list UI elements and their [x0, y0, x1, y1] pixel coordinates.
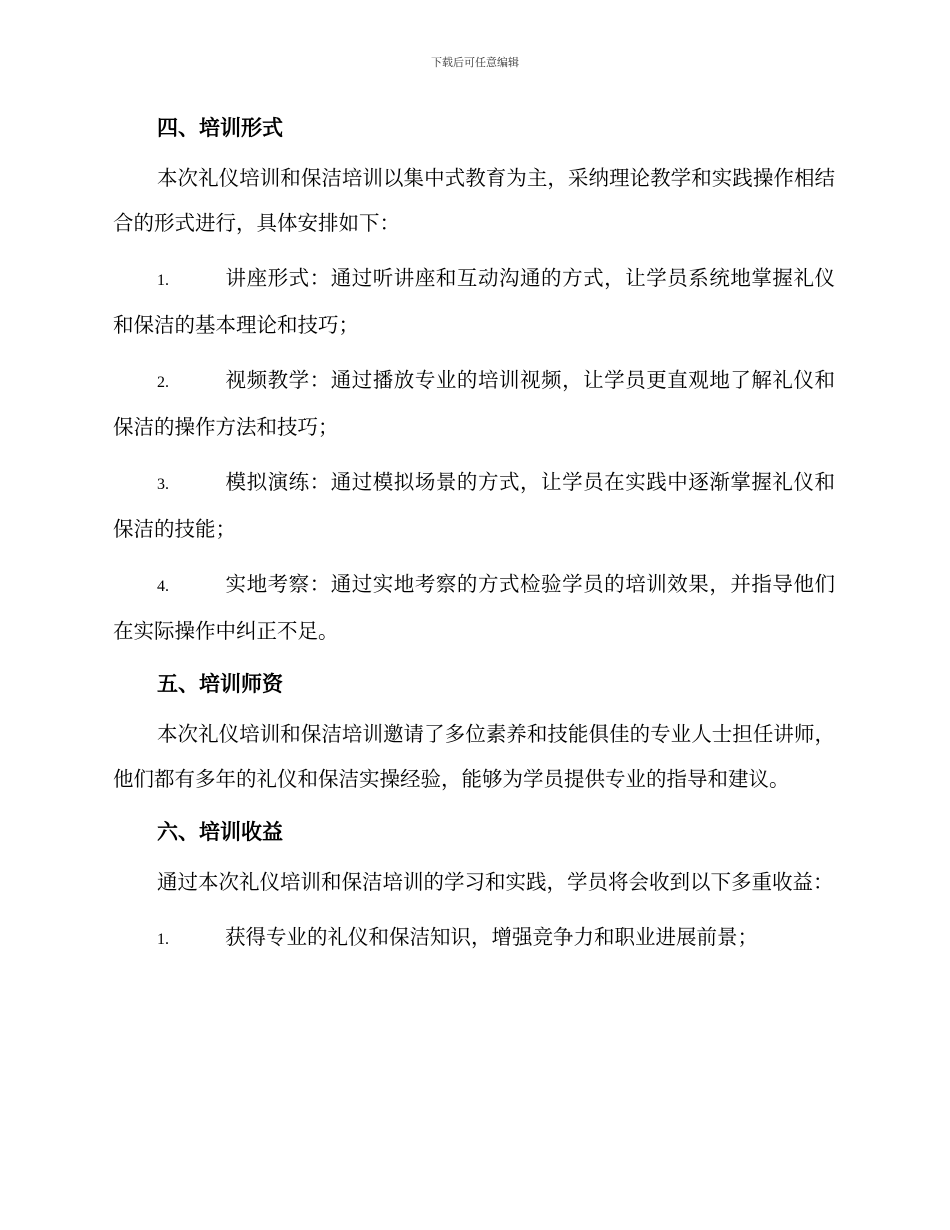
- section-intro-paragraph: 通过本次礼仪培训和保洁培训的学习和实践，学员将会收到以下多重收益：: [157, 870, 834, 894]
- list-item-number: 2.: [157, 374, 169, 391]
- list-item-number: 3.: [157, 476, 169, 493]
- section-heading-training-format: 四、培训形式: [157, 116, 283, 140]
- section-heading-trainers: 五、培训师资: [157, 672, 283, 696]
- list-item: [113, 460, 835, 552]
- list-item: [113, 256, 835, 348]
- list-item-number: 1.: [157, 931, 169, 948]
- list-item-text: 实地考察：通过实地考察的方式检验学员的培训效果，并指导他们在实际操作中纠正不足。: [113, 572, 835, 643]
- section-intro-paragraph: 本次礼仪培训和保洁培训以集中式教育为主，采纳理论教学和实践操作相结合的形式进行，具体安排如下：: [113, 166, 835, 235]
- document-body: [113, 108, 835, 962]
- page-header: 下载后可任意编辑: [431, 56, 519, 69]
- list-item-number: 1.: [157, 272, 169, 289]
- section-body-paragraph: 本次礼仪培训和保洁培训邀请了多位素养和技能俱佳的专业人士担任讲师，他们都有多年的礼仪和保洁实操经验，能够为学员提供专业的指导和建议。: [113, 722, 835, 791]
- list-item-text: 获得专业的礼仪和保洁知识，增强竞争力和职业进展前景；: [225, 925, 758, 949]
- list-item: [113, 562, 835, 654]
- list-item-text: 讲座形式：通过听讲座和互动沟通的方式，让学员系统地掌握礼仪和保洁的基本理论和技巧；: [113, 266, 835, 337]
- list-item-text: 模拟演练：通过模拟场景的方式，让学员在实践中逐渐掌握礼仪和保洁的技能；: [113, 470, 835, 541]
- list-item-text: 视频教学：通过播放专业的培训视频，让学员更直观地了解礼仪和保洁的操作方法和技巧；: [113, 368, 835, 439]
- list-item-number: 4.: [157, 578, 169, 595]
- section-heading-benefits: 六、培训收益: [157, 820, 283, 844]
- list-item: [113, 915, 835, 962]
- list-item: [113, 358, 835, 450]
